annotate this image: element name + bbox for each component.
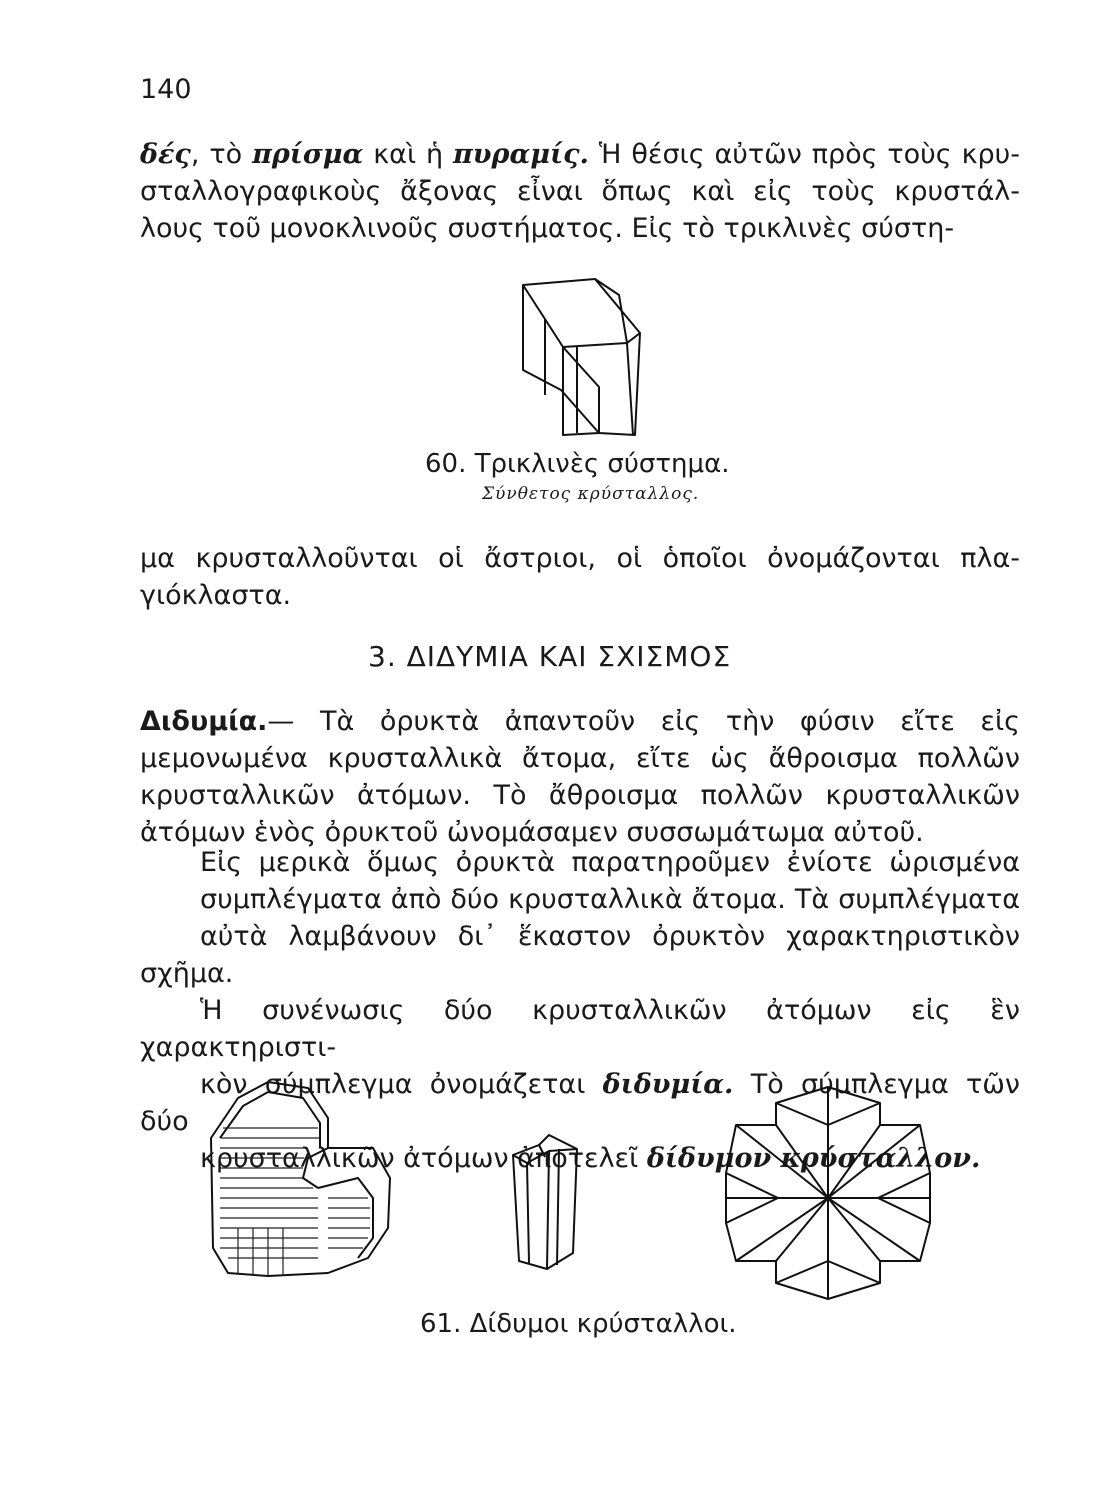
twin-crystal-prism-drawing [505, 1133, 585, 1273]
text-run: μεμονωμένα κρυσταλλικὰ ἄτομα, εἴτε ὡς ἄθροισμα πολλῶν [140, 743, 1020, 774]
emphasis-term: δές [140, 139, 191, 170]
triclinic-crystal-drawing [515, 275, 645, 440]
text-line [140, 577, 1020, 614]
text-run: λους τοῦ μονοκλινοῦς συστήματος. Εἰς τὸ τρικλινὲς σύστη- [140, 213, 955, 244]
figure-60-subcaption: Σύνθετος κρύσταλλος. [482, 484, 700, 504]
text-line [140, 918, 1020, 992]
twin-crystal-cross-drawing [718, 1083, 938, 1303]
text-run: Ἡ θέσις αὐτῶν πρὸς τοὺς κρυ- [588, 139, 1020, 170]
text-line [140, 173, 1020, 210]
emphasis-term: πυραμίς. [453, 139, 589, 170]
text-run: Εἰς μερικὰ ὅμως ὀρυκτὰ παρατηροῦμεν ἐνίοτε ὡρισμένα [200, 847, 1020, 878]
text-run: Τὸ σύμπλεγμα τῶν δύο [140, 1069, 1020, 1137]
text-run: κρυσταλλικῶν ἀτόμων ἀποτελεῖ [200, 1143, 647, 1174]
text-line [140, 740, 1020, 777]
paragraph-3 [140, 703, 1020, 851]
text-line [140, 540, 1020, 577]
text-run: , τὸ [190, 139, 253, 170]
text-run: καὶ ἡ [363, 139, 454, 170]
text-line [140, 210, 1020, 247]
text-run: Ἡ συνένωσις δύο κρυσταλλικῶν ἀτόμων εἰς ἓν χαρακτηριστι- [140, 995, 1020, 1063]
paragraph-1 [140, 136, 1020, 247]
emphasis-term: πρίσμα [252, 139, 364, 170]
paragraph-2 [140, 540, 1020, 614]
text-run: αὐτὰ λαμβάνουν δι᾿ ἕκαστον ὀρυκτὸν χαρακτηριστικὸν σχῆμα. [140, 921, 1020, 989]
emphasis-term: διδυμία. [602, 1069, 734, 1100]
bold-term: Διδυμία. [140, 706, 268, 737]
text-run: — Τὰ ὀρυκτὰ ἀπαντοῦν εἰς τὴν φύσιν εἴτε εἰς [267, 706, 1020, 737]
text-line [140, 992, 1020, 1066]
text-line [140, 844, 1020, 881]
text-line [140, 136, 1020, 173]
page-number: 140 [140, 74, 192, 105]
figure-60-caption: 60. Τρικλινὲς σύστημα. [425, 449, 730, 479]
text-line [140, 703, 1020, 740]
text-run: σταλλογραφικοὺς ἄξονας εἶναι ὅπως καὶ εἰς τοὺς κρυστάλ- [140, 176, 1020, 207]
section-heading: 3. ΔΙΔΥΜΙΑ ΚΑΙ ΣΧΙΣΜΟΣ [368, 640, 732, 673]
text-run: κὸν σύμπλεγμα ὀνομάζεται [200, 1069, 603, 1100]
text-run: μα κρυσταλλοῦνται οἱ ἄστριοι, οἱ ὁποῖοι ὀνομάζονται πλα- [140, 543, 1020, 574]
text-line [140, 777, 1020, 814]
text-line [140, 881, 1020, 918]
emphasis-term: δίδυμον κρύσταλλον. [646, 1143, 981, 1174]
text-run: γιόκλαστα. [140, 580, 292, 611]
text-run: συμπλέγματα ἀπὸ δύο κρυσταλλικὰ ἄτομα. Τὰ συμπλέγματα [200, 884, 1020, 915]
text-run: ἀτόμων ἑνὸς ὀρυκτοῦ ὠνομάσαμεν συσσωμάτωμα αὐτοῦ. [140, 817, 924, 848]
text-run: κρυσταλλικῶν ἀτόμων. Τὸ ἄθροισμα πολλῶν κρυσταλλικῶν [140, 780, 1020, 811]
figure-61-caption: 61. Δίδυμοι κρύσταλλοι. [420, 1309, 737, 1339]
twin-crystal-striated-drawing [208, 1078, 398, 1278]
